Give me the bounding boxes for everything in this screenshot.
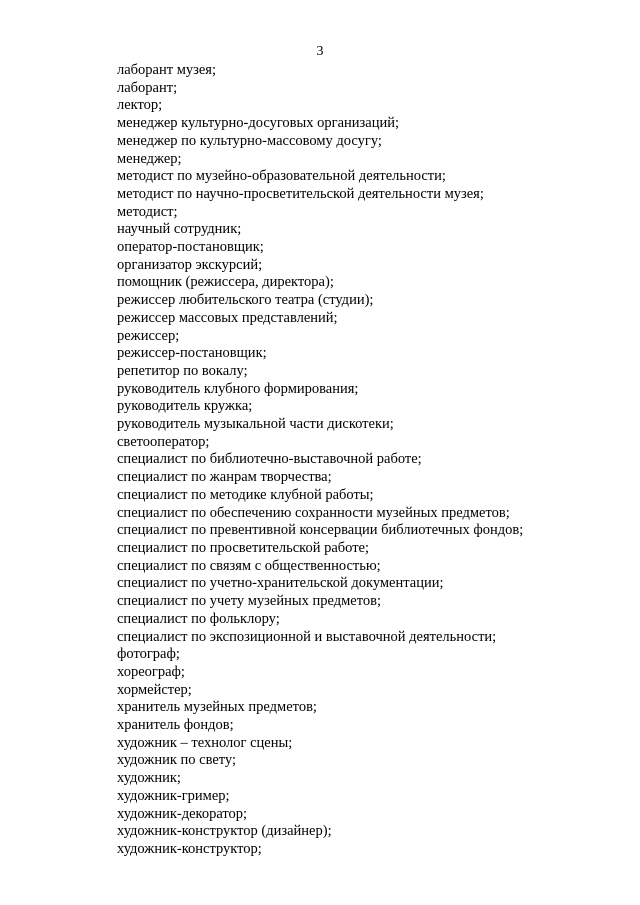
list-item: художник;: [117, 770, 181, 787]
list-item: руководитель кружка;: [117, 398, 253, 415]
position-list: [117, 62, 523, 859]
list-item: художник-конструктор;: [117, 840, 262, 857]
list-item: методист;: [117, 203, 178, 220]
list-item: помощник (режиссера, директора);: [117, 274, 334, 291]
list-item: художник – технолог сцены;: [117, 734, 293, 751]
list-item: режиссер любительского театра (студии);: [117, 292, 374, 309]
list-item: руководитель клубного формирования;: [117, 380, 359, 397]
list-item: менеджер культурно-досуговых организаций;: [117, 115, 400, 132]
list-item: методист по музейно-образовательной деятельности;: [117, 168, 446, 185]
list-item: организатор экскурсий;: [117, 256, 263, 273]
list-item: методист по научно-просветительской деятельности музея;: [117, 185, 484, 202]
list-item: художник-конструктор (дизайнер);: [117, 823, 332, 840]
list-item: специалист по учетно-хранительской документации;: [117, 575, 444, 592]
list-item: художник-гример;: [117, 787, 230, 804]
list-item: лаборант;: [117, 79, 178, 96]
list-item: оператор-постановщик;: [117, 239, 264, 256]
list-item: режиссер;: [117, 327, 180, 344]
list-item: лаборант музея;: [117, 62, 216, 78]
list-item: репетитор по вокалу;: [117, 362, 248, 379]
page-number: 3: [316, 44, 324, 59]
list-item: хореограф;: [117, 663, 185, 680]
list-item: режиссер-постановщик;: [117, 345, 267, 362]
list-item: специалист по учету музейных предметов;: [117, 593, 381, 610]
list-item: художник-декоратор;: [117, 805, 248, 822]
list-item: художник по свету;: [117, 752, 237, 769]
list-item: лектор;: [117, 97, 163, 114]
list-item: руководитель музыкальной части дискотеки;: [117, 416, 394, 433]
list-item: специалист по жанрам творчества;: [117, 469, 332, 486]
list-item: специалист по фольклору;: [117, 610, 280, 627]
list-item: специалист по превентивной консервации библиотечных фондов;: [117, 522, 524, 539]
list-item: специалист по экспозиционной и выставочной деятельности;: [117, 628, 497, 645]
list-item: научный сотрудник;: [117, 221, 242, 238]
list-item: менеджер по культурно-массовому досугу;: [117, 132, 382, 149]
list-item: фотограф;: [117, 646, 180, 663]
list-item: хормейстер;: [117, 681, 192, 698]
list-item: хранитель фондов;: [117, 717, 234, 734]
list-item: специалист по связям с общественностью;: [117, 557, 381, 574]
list-item: специалист по просветительской работе;: [117, 539, 370, 556]
list-item: специалист по обеспечению сохранности музейных предметов;: [117, 504, 510, 521]
list-item: светооператор;: [117, 433, 210, 450]
list-item: менеджер;: [117, 150, 182, 167]
list-item: режиссер массовых представлений;: [117, 309, 338, 326]
list-item: хранитель музейных предметов;: [117, 699, 317, 716]
list-item: специалист по библиотечно-выставочной работе;: [117, 451, 422, 468]
list-item: специалист по методике клубной работы;: [117, 486, 374, 503]
